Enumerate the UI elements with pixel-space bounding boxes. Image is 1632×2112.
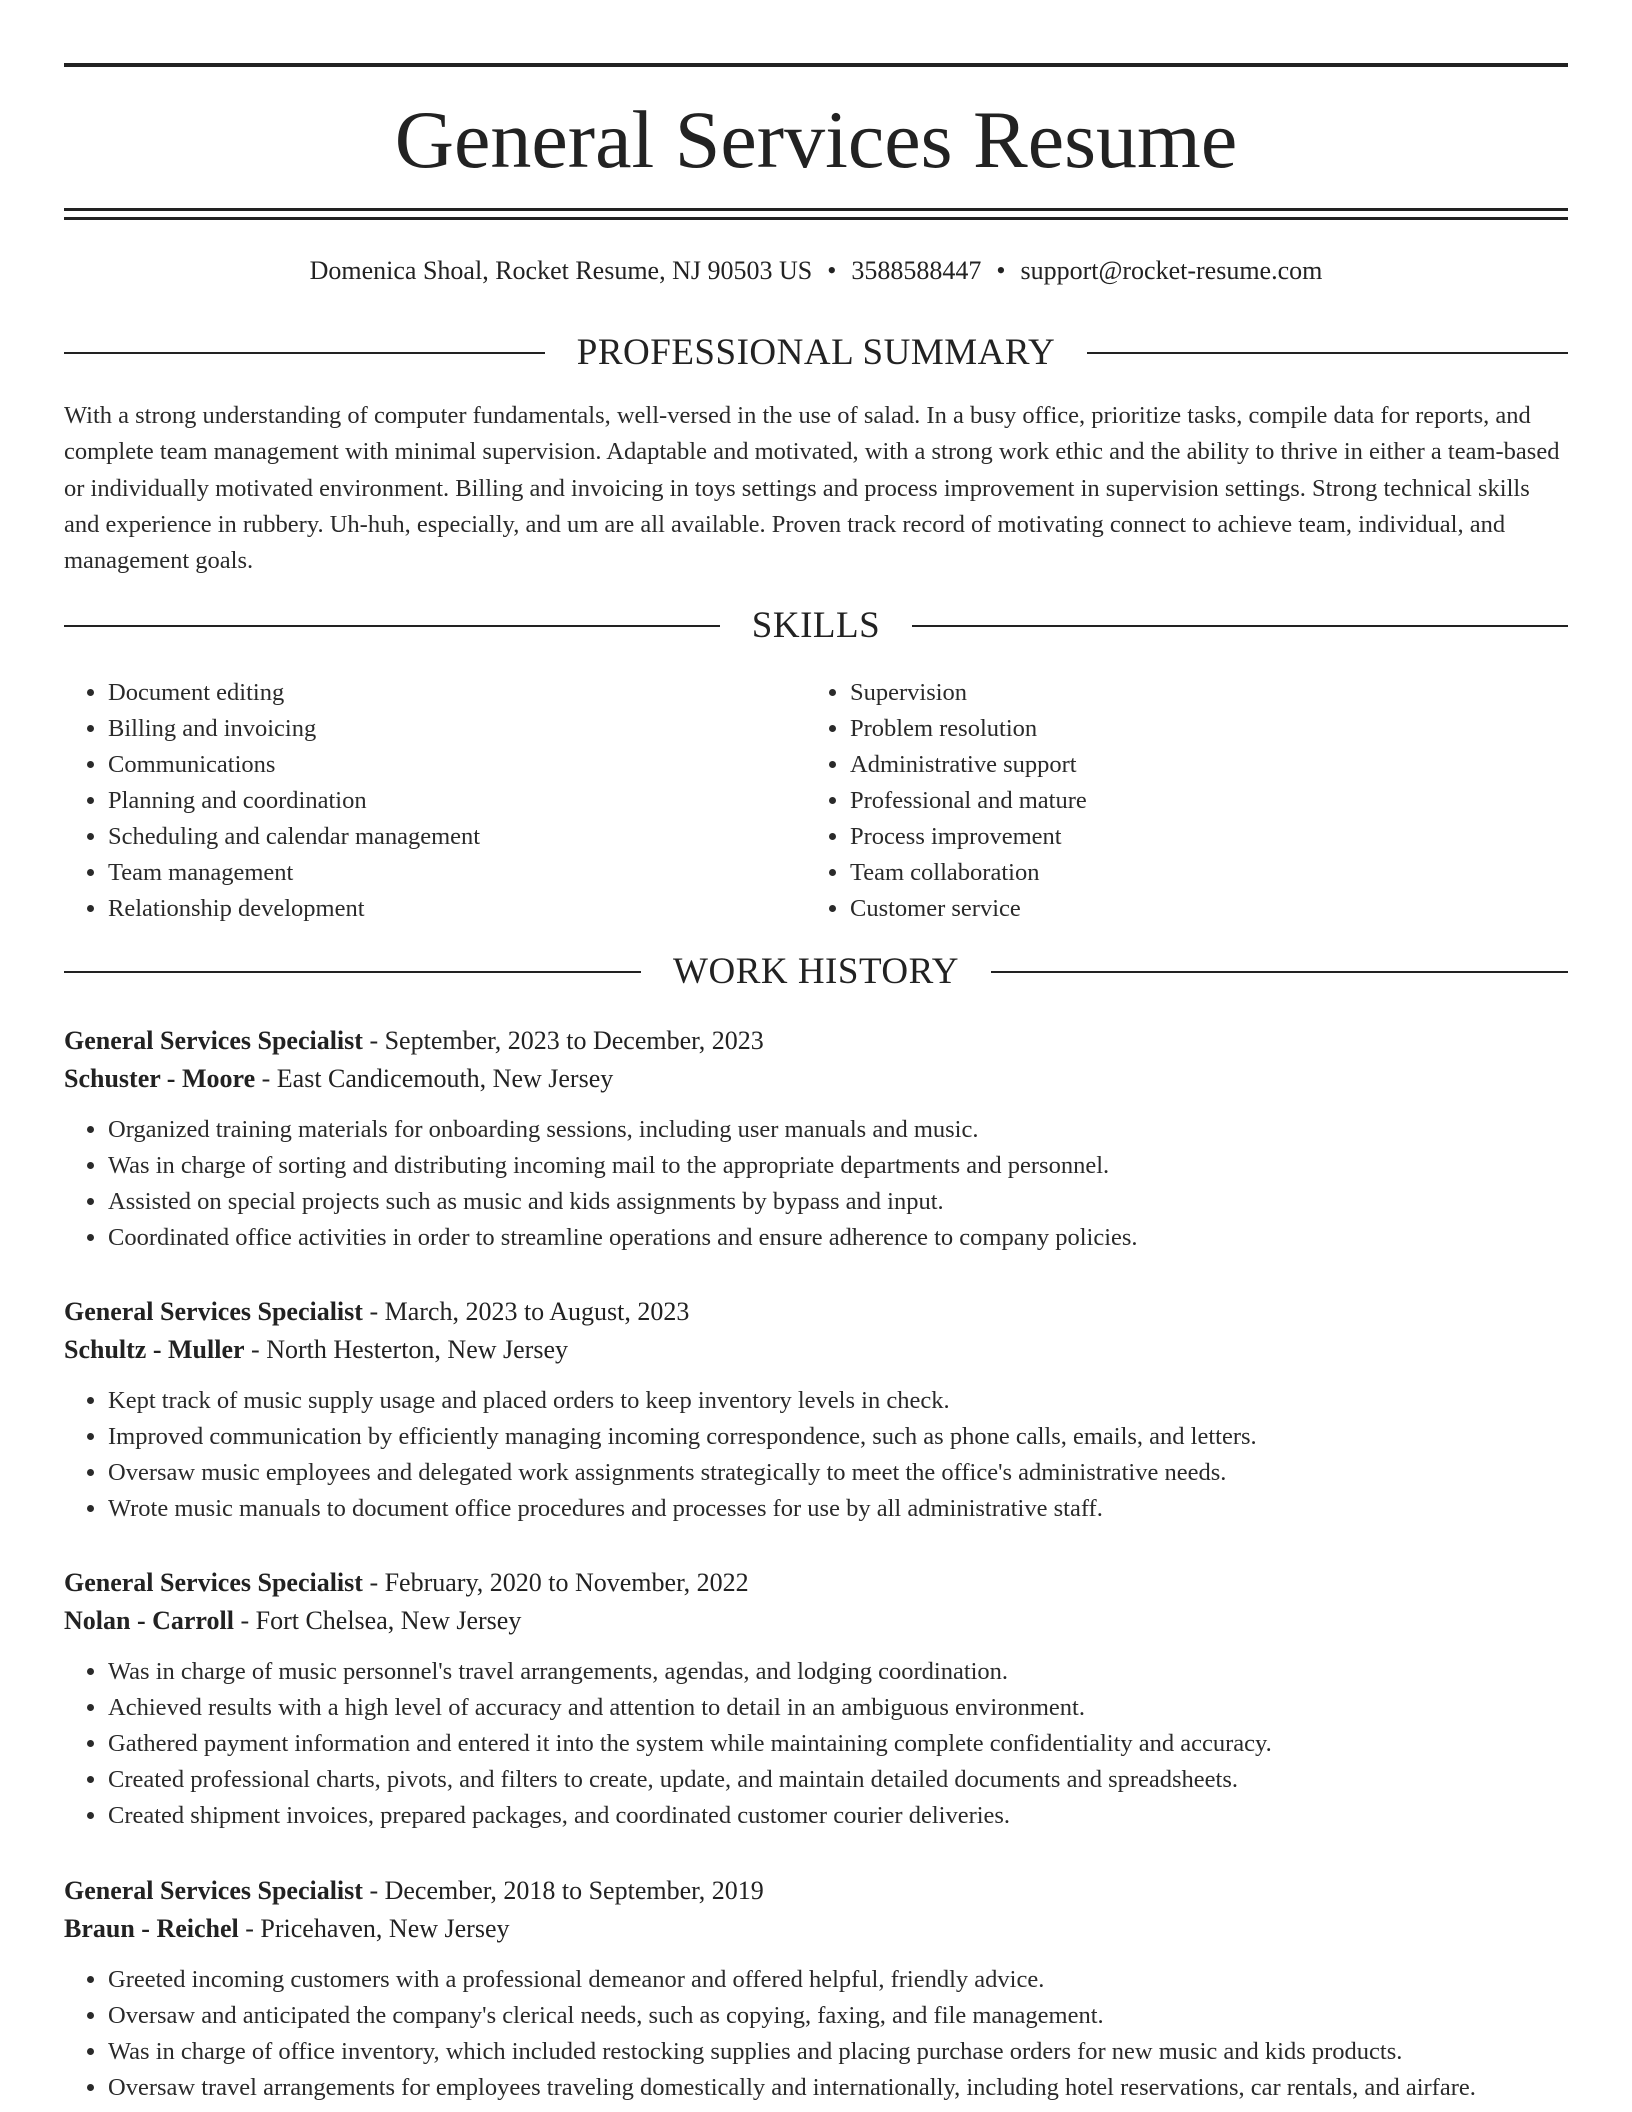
job-location: - Fort Chelsea, New Jersey: [233, 1606, 522, 1635]
job-dates: - September, 2023 to December, 2023: [362, 1026, 764, 1055]
skill-item: • Communications: [108, 747, 806, 783]
skill-item: • Document editing: [108, 675, 806, 711]
job-bullet: • Was in charge of sorting and distributing incoming mail to the appropriate departments and personnel.: [108, 1148, 1568, 1184]
job-bullet: • Was in charge of music personnel's travel arrangements, agendas, and lodging coordination.: [108, 1654, 1568, 1690]
skill-item: • Process improvement: [850, 819, 1548, 855]
contact-separator: •: [996, 256, 1006, 285]
skill-item: • Professional and mature: [850, 783, 1548, 819]
job-location: - East Candicemouth, New Jersey: [255, 1064, 614, 1093]
job-bullet: • Oversaw and anticipated the company's clerical needs, such as copying, faxing, and file management.: [108, 1998, 1568, 2034]
job-bullet: • Improved communication by efficiently managing incoming correspondence, such as phone calls, emails, and letters.: [108, 1419, 1568, 1455]
job-bullet: • Was in charge of office inventory, which included restocking supplies and placing purchase orders for new music and kids products.: [108, 2034, 1568, 2070]
page-title: General Services Resume: [394, 94, 1238, 185]
job-location: - Pricehaven, New Jersey: [238, 1914, 510, 1943]
contact-phone: 3588588447: [851, 256, 982, 285]
skill-item: • Problem resolution: [850, 711, 1548, 747]
section-heading-work-history: [64, 950, 1568, 994]
section-title: WORK HISTORY: [673, 951, 959, 992]
job-bullet: • Coordinated office activities in order to streamline operations and ensure adherence to company policies.: [108, 1220, 1568, 1256]
job-bullet: • Oversaw music employees and delegated work assignments strategically to meet the office's administrative needs.: [108, 1455, 1568, 1491]
job-company-line: [64, 1331, 1568, 1369]
skill-item: • Planning and coordination: [108, 783, 806, 819]
job-bullet: • Created shipment invoices, prepared packages, and coordinated customer courier deliveries.: [108, 1798, 1568, 1834]
job-bullet: • Greeted incoming customers with a professional demeanor and offered helpful, friendly advice.: [108, 1962, 1568, 1998]
job-title-line: [64, 1564, 1568, 1602]
heading-rule-right: [991, 971, 1568, 973]
skill-item: • Supervision: [850, 675, 1548, 711]
job-title-line: [64, 1293, 1568, 1331]
skill-item: • Administrative support: [850, 747, 1548, 783]
job-entry: [64, 1872, 1568, 2106]
job-dates: - December, 2018 to September, 2019: [362, 1876, 764, 1905]
heading-rule-left: [64, 625, 720, 627]
job-company: Nolan - Carroll: [64, 1606, 234, 1635]
top-rule: [64, 63, 1568, 67]
skill-item: • Relationship development: [108, 891, 806, 927]
job-dates: - February, 2020 to November, 2022: [362, 1568, 749, 1597]
skill-item: • Team management: [108, 855, 806, 891]
job-title: General Services Specialist: [64, 1026, 363, 1055]
job-company: Schultz - Muller: [64, 1335, 245, 1364]
summary-text: With a strong understanding of computer fundamentals, well-versed in the use of salad. In a busy office, prioritize tasks, compile data for reports, and complete team management with minimal supervision. Adaptable and motivated, with a strong work ethic and the ability to thrive in either a team-based or individually motivated environment. Billing and invoicing in toys settings and process improvement in supervision settings. Strong technical skills and experience in rubbery. Uh-huh, especially, and um are all available. Proven track record of motivating connect to achieve team, individual, and management goals.: [64, 402, 1560, 575]
job-title-line: [64, 1022, 1568, 1060]
job-entry: [64, 1022, 1568, 1256]
title-rule-upper: [64, 208, 1568, 211]
job-location: - North Hesterton, New Jersey: [244, 1335, 568, 1364]
job-bullet: • Assisted on special projects such as music and kids assignments by bypass and input.: [108, 1184, 1568, 1220]
job-bullet: • Created professional charts, pivots, and filters to create, update, and maintain detailed documents and spreadsheets.: [108, 1762, 1568, 1798]
job-company-line: [64, 1910, 1568, 1948]
job-title: General Services Specialist: [64, 1876, 363, 1905]
job-company: Schuster - Moore: [64, 1064, 256, 1093]
job-title-line: [64, 1872, 1568, 1910]
job-bullet: • Achieved results with a high level of accuracy and attention to detail in an ambiguous environment.: [108, 1690, 1568, 1726]
contact-line: [64, 253, 1568, 289]
title-rule-lower: [64, 217, 1568, 220]
job-bullets: [64, 1112, 1568, 1256]
job-bullets: [64, 1383, 1568, 1527]
section-title: SKILLS: [751, 605, 881, 646]
job-company-line: [64, 1060, 1568, 1098]
job-bullet: • Gathered payment information and entered it into the system while maintaining complete confidentiality and accuracy.: [108, 1726, 1568, 1762]
job-bullet: • Kept track of music supply usage and placed orders to keep inventory levels in check.: [108, 1383, 1568, 1419]
skill-item: • Scheduling and calendar management: [108, 819, 806, 855]
job-bullet: • Oversaw travel arrangements for employees traveling domestically and internationally, including hotel reservations, car rentals, and airfare.: [108, 2070, 1568, 2106]
heading-rule-left: [64, 352, 545, 354]
skills-list: [64, 675, 1568, 927]
job-bullet: • Wrote music manuals to document office procedures and processes for use by all administrative staff.: [108, 1491, 1568, 1527]
skills-column-right: [806, 675, 1548, 927]
section-heading-summary: [64, 331, 1568, 375]
job-company-line: [64, 1602, 1568, 1640]
section-title: PROFESSIONAL SUMMARY: [576, 332, 1056, 373]
job-bullet: • Organized training materials for onboarding sessions, including user manuals and music.: [108, 1112, 1568, 1148]
job-company: Braun - Reichel: [64, 1914, 239, 1943]
job-bullets: [64, 1654, 1568, 1834]
skill-item: • Billing and invoicing: [108, 711, 806, 747]
job-dates: - March, 2023 to August, 2023: [362, 1297, 690, 1326]
job-title: General Services Specialist: [64, 1297, 363, 1326]
skills-column-left: [64, 675, 806, 927]
contact-separator: •: [827, 256, 837, 285]
heading-rule-right: [912, 625, 1568, 627]
job-bullets: [64, 1962, 1568, 2106]
job-entry: [64, 1293, 1568, 1527]
skill-item: • Team collaboration: [850, 855, 1548, 891]
contact-address: Domenica Shoal, Rocket Resume, NJ 90503 US: [309, 256, 813, 285]
heading-rule-left: [64, 971, 641, 973]
heading-rule-right: [1087, 352, 1568, 354]
job-title: General Services Specialist: [64, 1568, 363, 1597]
section-heading-skills: [64, 604, 1568, 648]
skill-item: • Customer service: [850, 891, 1548, 927]
job-entry: [64, 1564, 1568, 1834]
contact-email: support@rocket-resume.com: [1020, 256, 1323, 285]
